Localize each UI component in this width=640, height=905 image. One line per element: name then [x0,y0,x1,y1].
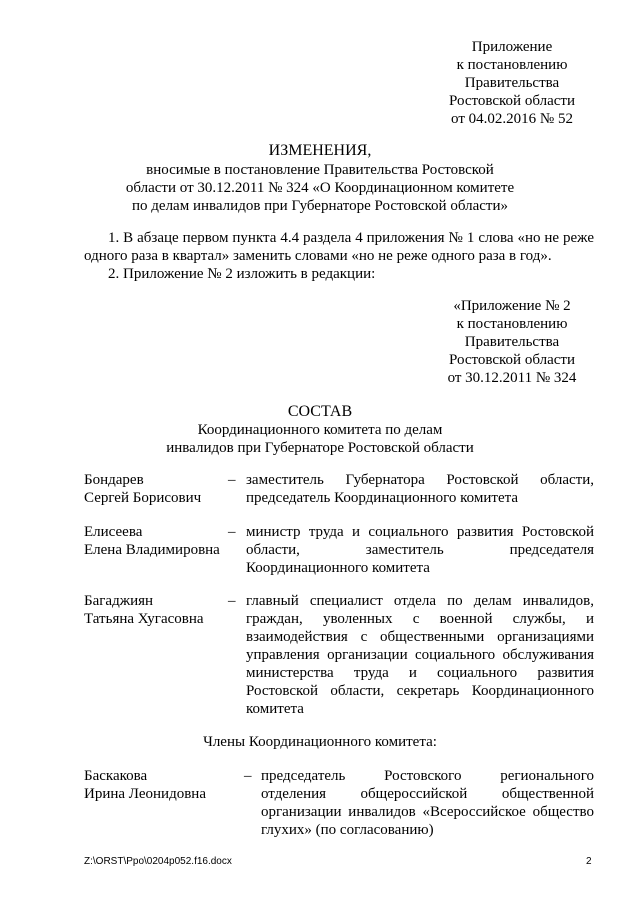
file-path: Z:\ORST\Ppo\0204p052.f16.docx [84,856,232,867]
appendix-line: Ростовской области [449,352,575,368]
description-line: главный специалист отдела по делам инвалидов, [246,593,594,609]
description-line: Ростовской области, секретарь Координационного [246,683,594,699]
member-surname: Баскакова [84,768,148,784]
description-line: управления организации социального обслуживания [246,647,594,663]
member-name [84,471,234,507]
paragraph-2: 2. Приложение № 2 изложить в редакции: [108,266,376,282]
member-given-name: Сергей Борисович [84,490,202,506]
member-description [261,767,594,839]
member-given-name: Елена Владимировна [84,542,220,558]
members-heading-text: Члены Координационного комитета: [203,734,437,750]
title-line: вносимые в постановление Правительства Ростовской [146,162,494,178]
description-line: министр труда и социального развития Ростовской [246,524,594,540]
description-line: председатель Координационного комитета [246,490,519,506]
description-line: министерства труда и социального развития [246,665,594,681]
member-description [246,523,594,577]
appendix-line: к постановлению [456,316,568,332]
description-line: глухих» (по согласованию) [261,822,434,838]
member-description [246,592,594,718]
description-line: граждан, уволенных с военной службы, и [246,611,594,627]
appendix-line: «Приложение № 2 [453,298,571,314]
title-line: по делам инвалидов при Губернаторе Ростовской области» [132,198,508,214]
member-name [84,767,234,803]
header-line: Правительства [464,75,560,91]
dash: – [244,768,252,784]
paragraph-1-line-1: 1. В абзаце первом пункта 4.4 раздела 4 приложения № 1 слова «но не реже [108,230,594,246]
paragraph-1 [84,229,594,265]
composition-line: Координационного комитета по делам [197,422,443,438]
description-line: комитета [246,701,304,717]
composition-heading: СОСТАВ [287,403,353,420]
header-line: к постановлению [456,57,568,73]
member-description [246,471,594,507]
appendix-line: от 30.12.2011 № 324 [447,370,577,386]
member-given-name: Ирина Леонидовна [84,786,206,802]
dash: – [228,472,236,488]
appendix-header [392,38,632,128]
paragraph-1-line-2: одного раза в квартал» заменить словами «но не реже одного раза в год». [84,248,552,264]
title-line: области от 30.12.2011 № 324 «О Координационном комитете [125,180,515,196]
description-line: организации инвалидов «Всероссийское общество [261,804,594,820]
members-heading [80,733,560,751]
member-given-name: Татьяна Хугасовна [84,611,204,627]
description-line: председатель Ростовского регионального [261,768,594,784]
composition-line: инвалидов при Губернаторе Ростовской области [166,440,474,456]
member-name [84,592,234,628]
description-line: взаимодействия с общественными организациями [246,629,594,645]
header-line: Приложение [471,39,553,55]
member-surname: Багаджиян [84,593,154,609]
header-line: от 04.02.2016 № 52 [451,111,573,127]
title-main: ИЗМЕНЕНИЯ, [268,142,372,159]
member-surname: Елисеева [84,524,143,540]
description-line: области, заместитель председателя [246,542,594,558]
dash: – [228,524,236,540]
appendix-line: Правительства [464,334,560,350]
member-name [84,523,234,559]
document-title [80,141,560,215]
member-surname: Бондарев [84,472,144,488]
dash: – [228,593,236,609]
composition-title [80,402,560,457]
appendix-2-header [392,297,632,387]
header-line: Ростовской области [449,93,575,109]
description-line: заместитель Губернатора Ростовской области, [246,472,594,488]
page-number: 2 [586,856,592,867]
description-line: отделения общероссийской общественной [261,786,594,802]
description-line: Координационного комитета [246,560,430,576]
